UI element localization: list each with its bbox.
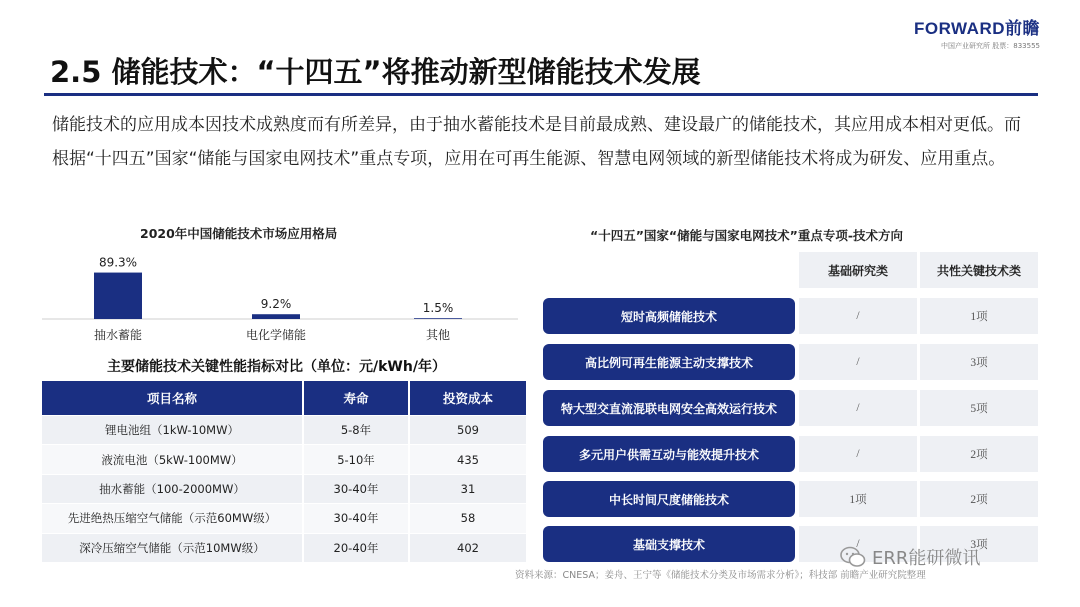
- category-label-2: 其他: [425, 328, 451, 342]
- tech-cell-basic: /: [799, 526, 917, 562]
- chart-title: 2020年中国储能技术市场应用格局: [140, 226, 338, 241]
- perf-header-life: 寿命: [303, 381, 409, 416]
- perf-cell-name: 抽水蓄能（100-2000MW）: [42, 474, 303, 503]
- bar-0: [94, 273, 142, 319]
- source-note: 资料来源：CNESA；姜舟、王宁等《储能技术分类及市场需求分析》；科技部 前瞻产业研究院整理: [515, 570, 926, 581]
- tech-header-common: 共性关键技术类: [920, 252, 1038, 288]
- tech-row: [543, 298, 1043, 334]
- tech-row-label: 特大型交直流混联电网安全高效运行技术: [543, 390, 795, 426]
- perf-cell-name: 先进绝热压缩空气储能（示范60MW级）: [42, 504, 303, 533]
- logo-tagline: 中国产业研究所 股票：833555: [941, 42, 1040, 50]
- tech-row-label: 中长时间尺度储能技术: [543, 481, 795, 517]
- tech-cell-basic: /: [799, 436, 917, 472]
- tech-table-title: “十四五”国家“储能与国家电网技术”重点专项-技术方向: [590, 228, 904, 243]
- tech-cell-common: 3项: [920, 526, 1038, 562]
- forward-logo: [914, 14, 1040, 51]
- data-label-2: 1.5%: [422, 301, 454, 316]
- tech-row-label: 多元用户供需互动与能效提升技术: [543, 436, 795, 472]
- title-divider: [44, 93, 1038, 96]
- perf-header-cost: 投资成本: [409, 381, 526, 416]
- tech-cell-common: 3项: [920, 344, 1038, 380]
- perf-cell-cost: 435: [409, 445, 526, 474]
- tech-cell-basic: /: [799, 390, 917, 426]
- perf-cell-name: 锂电池组（1kW-10MW）: [42, 416, 303, 445]
- perf-cell-cost: 509: [409, 416, 526, 445]
- tech-row: [543, 390, 1043, 426]
- tech-cell-common: 5项: [920, 390, 1038, 426]
- table-row: [42, 445, 526, 474]
- bar-1: [252, 314, 300, 319]
- tech-row: [543, 481, 1043, 517]
- perf-cell-cost: 58: [409, 504, 526, 533]
- perf-table-title: 主要储能技术关键性能指标对比（单位：元/kWh/年）: [107, 359, 446, 375]
- tech-row-label: 高比例可再生能源主动支撑技术: [543, 344, 795, 380]
- tech-cell-common: 2项: [920, 436, 1038, 472]
- tech-cell-basic: /: [799, 298, 917, 334]
- watermark-text: ERR能研微讯: [872, 548, 981, 569]
- category-label-0: 抽水蓄能: [93, 328, 143, 342]
- table-row: [42, 416, 526, 445]
- tech-cell-common: 1项: [920, 298, 1038, 334]
- data-label-1: 9.2%: [260, 297, 292, 312]
- tech-row: [543, 436, 1043, 472]
- tech-row-label: 基础支撑技术: [543, 526, 795, 562]
- perf-cell-cost: 402: [409, 533, 526, 562]
- intro-paragraph: 储能技术的应用成本因技术成熟度而有所差异，由于抽水蓄能技术是目前最成熟、建设最广的储能技术，其应用成本相对更低。而根据“十四五”国家“储能与国家电网技术”重点专项，应用在可再生能源、智慧电网领域的新型储能技术将成为研发、应用重点。: [52, 115, 1021, 169]
- tech-row: [543, 344, 1043, 380]
- perf-header-name: 项目名称: [42, 381, 303, 416]
- perf-cell-name: 深冷压缩空气储能（示范10MW级）: [42, 533, 303, 562]
- bar-2: [414, 318, 462, 319]
- data-label-0: 89.3%: [98, 255, 138, 270]
- perf-cell-name: 液流电池（5kW-100MW）: [42, 445, 303, 474]
- perf-cell-cost: 31: [409, 474, 526, 503]
- tech-cell-basic: /: [799, 344, 917, 380]
- wechat-watermark: [840, 544, 980, 570]
- tech-cell-common: 2项: [920, 481, 1038, 517]
- tech-row-label: 短时高频储能技术: [543, 298, 795, 334]
- perf-cell-life: 5-10年: [303, 445, 409, 474]
- market-share-bar-chart: [40, 244, 520, 350]
- table-row: [42, 533, 526, 562]
- perf-cell-life: 30-40年: [303, 504, 409, 533]
- tech-header-basic: 基础研究类: [799, 252, 917, 288]
- perf-cell-life: 30-40年: [303, 474, 409, 503]
- perf-table: [42, 381, 526, 562]
- logo-brand: FORWARD前瞻: [913, 19, 1040, 38]
- wechat-icon: [840, 546, 866, 568]
- perf-cell-life: 5-8年: [303, 416, 409, 445]
- page-title: 2.5 储能技术：“十四五”将推动新型储能技术发展: [50, 55, 701, 89]
- table-row: [42, 474, 526, 503]
- tech-cell-basic: 1项: [799, 481, 917, 517]
- table-row: [42, 504, 526, 533]
- category-label-1: 电化学储能: [245, 328, 307, 342]
- perf-cell-life: 20-40年: [303, 533, 409, 562]
